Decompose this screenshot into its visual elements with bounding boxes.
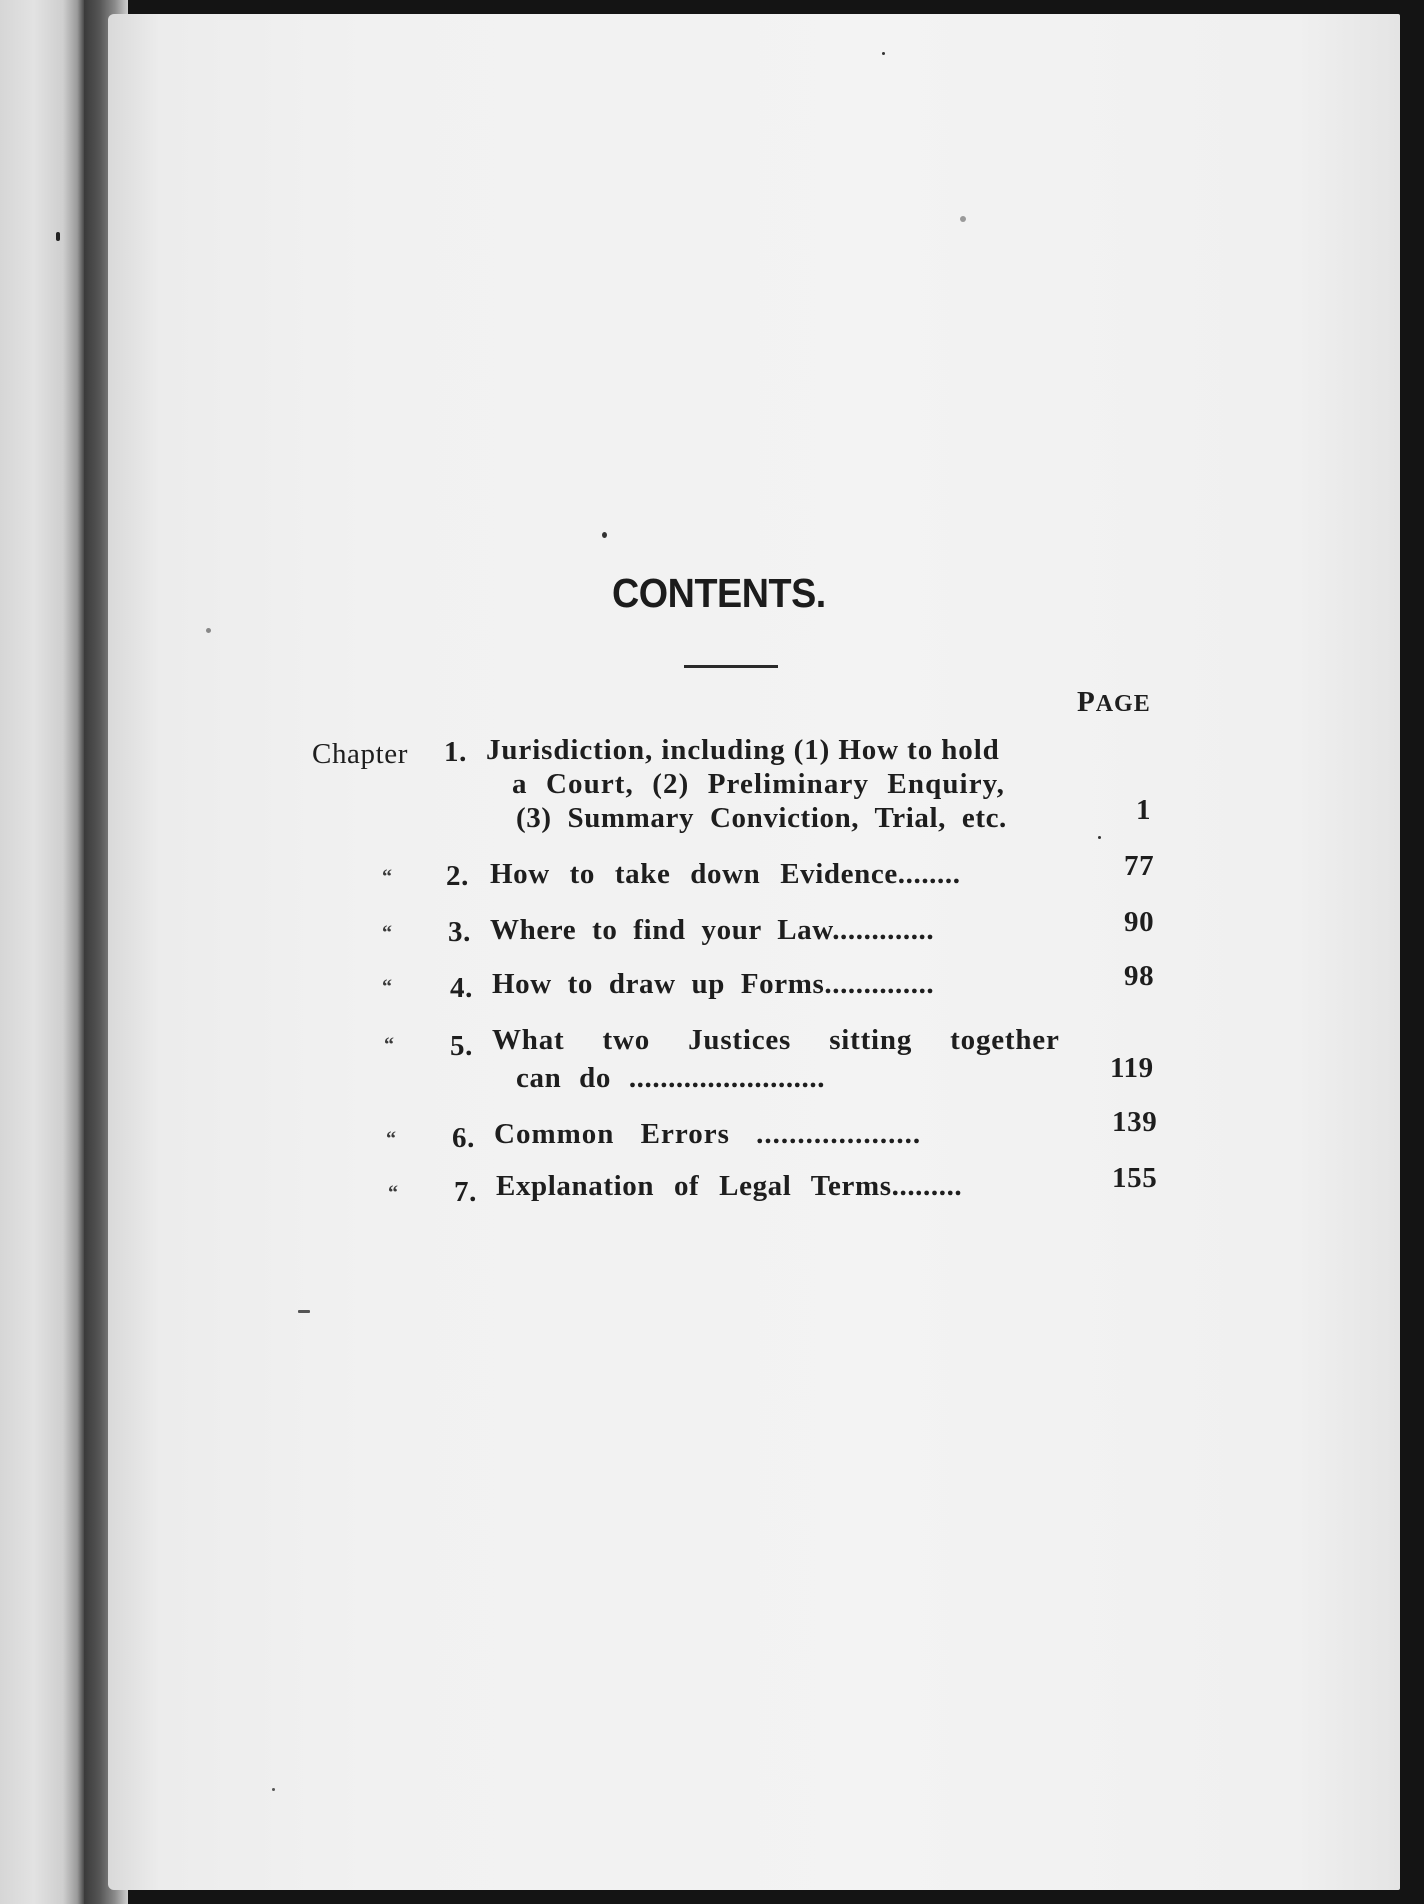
scan-speck bbox=[206, 628, 211, 633]
entry-page-number: 98 bbox=[1124, 960, 1155, 992]
entry-page-number: 77 bbox=[1124, 850, 1155, 882]
entry-page-number: 155 bbox=[1112, 1162, 1158, 1194]
page-column-header bbox=[1077, 686, 1151, 719]
entry-number: 5. bbox=[450, 1030, 473, 1062]
scan-speck bbox=[882, 52, 885, 55]
page-column-header-initial: P bbox=[1077, 686, 1096, 718]
scan-speck bbox=[56, 232, 60, 241]
entry-title-line: can do ......................... bbox=[516, 1062, 826, 1094]
facing-page-edge bbox=[0, 0, 84, 1904]
scan-speck bbox=[602, 532, 607, 538]
entry-title-line: Jurisdiction, including (1) How to hold bbox=[486, 734, 1000, 766]
scan-speck bbox=[1098, 836, 1101, 839]
entry-title-line: What two Justices sitting together bbox=[492, 1024, 1060, 1056]
entry-number: 1. bbox=[444, 736, 467, 768]
entry-title-line: Common Errors .................... bbox=[494, 1118, 922, 1150]
entry-number: 3. bbox=[448, 916, 471, 948]
ditto-mark: “ bbox=[388, 1182, 399, 1204]
entry-number: 7. bbox=[454, 1176, 477, 1208]
entry-title-line: How to take down Evidence........ bbox=[490, 858, 961, 890]
ditto-mark: “ bbox=[386, 1128, 397, 1150]
heading-rule bbox=[684, 665, 778, 668]
entry-title-line: (3) Summary Conviction, Trial, etc. bbox=[516, 802, 1007, 834]
page-column-header-rest: AGE bbox=[1095, 691, 1151, 717]
ditto-mark: “ bbox=[384, 1034, 395, 1056]
entry-number: 6. bbox=[452, 1122, 475, 1154]
entry-page-number: 119 bbox=[1110, 1052, 1154, 1084]
contents-heading: CONTENTS. bbox=[612, 570, 826, 616]
entry-page-number: 139 bbox=[1112, 1106, 1158, 1138]
entry-number: 4. bbox=[450, 972, 473, 1004]
scan-speck bbox=[272, 1788, 275, 1791]
entry-title-line: Explanation of Legal Terms......... bbox=[496, 1170, 963, 1202]
entry-title-line: Where to find your Law............. bbox=[490, 914, 935, 946]
contents-page bbox=[108, 14, 1400, 1890]
scan-speck bbox=[960, 216, 966, 222]
entry-title-line: How to draw up Forms.............. bbox=[492, 968, 935, 1000]
ditto-mark: “ bbox=[382, 922, 393, 944]
chapter-prefix: Chapter bbox=[312, 738, 409, 770]
entry-page-number: 1 bbox=[1136, 794, 1152, 826]
entry-page-number: 90 bbox=[1124, 906, 1155, 938]
entry-number: 2. bbox=[446, 860, 469, 892]
ditto-mark: “ bbox=[382, 866, 393, 888]
scan-speck bbox=[298, 1310, 310, 1313]
ditto-mark: “ bbox=[382, 976, 393, 998]
entry-title-line: a Court, (2) Preliminary Enquiry, bbox=[512, 768, 1006, 800]
